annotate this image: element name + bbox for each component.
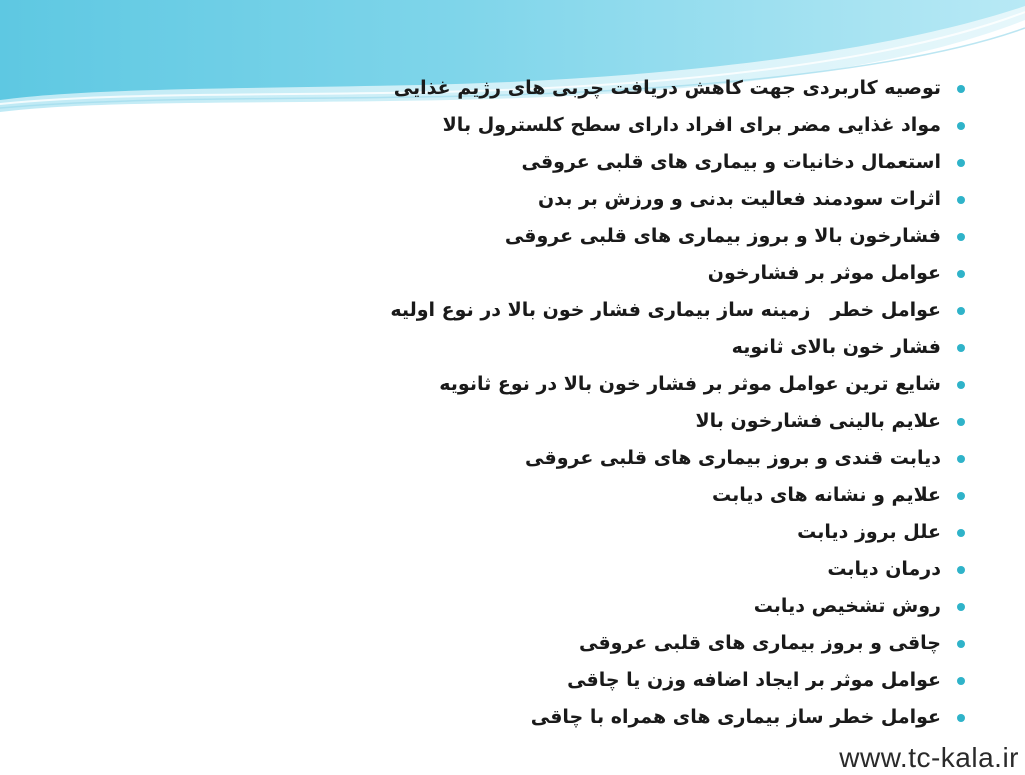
list-item-text: عوامل خطر زمینه ساز بیماری فشار خون بالا در نوع اولیه [390, 299, 941, 321]
bullet-dot-icon [957, 344, 965, 352]
list-item [305, 625, 965, 662]
list-item-text: درمان دیابت [827, 558, 941, 580]
bullet-dot-icon [957, 122, 965, 130]
bullet-dot-icon [957, 603, 965, 611]
list-item-text: دیابت قندی و بروز بیماری های قلبی عروقی [525, 447, 941, 469]
list-item-text: علل بروز دیابت [797, 521, 941, 543]
list-item [305, 366, 965, 403]
list-item [305, 144, 965, 181]
bullet-dot-icon [957, 196, 965, 204]
list-item [305, 551, 965, 588]
list-item [305, 255, 965, 292]
bullet-dot-icon [957, 233, 965, 241]
site-watermark: www.tc-kala.ir [839, 742, 1019, 773]
bullet-dot-icon [957, 455, 965, 463]
list-item [305, 292, 965, 329]
bullet-dot-icon [957, 529, 965, 537]
bullet-dot-icon [957, 714, 965, 722]
bullet-dot-icon [957, 566, 965, 574]
list-item-text: توصیه کاربردی جهت کاهش دریافت چربی های رژیم غذایی [393, 77, 941, 99]
bullet-dot-icon [957, 381, 965, 389]
list-item [305, 514, 965, 551]
list-item [305, 662, 965, 699]
list-item-text: چاقی و بروز بیماری های قلبی عروقی [579, 632, 941, 654]
list-item-text: عوامل موثر بر فشارخون [707, 262, 941, 284]
list-item [305, 440, 965, 477]
bullet-dot-icon [957, 307, 965, 315]
list-item-text: علایم بالینی فشارخون بالا [695, 410, 941, 432]
list-item-text: فشارخون بالا و بروز بیماری های قلبی عروقی [504, 225, 941, 247]
list-item [305, 329, 965, 366]
list-item-text: مواد غذایی مضر برای افراد دارای سطح کلسترول بالا [442, 114, 941, 136]
list-item [305, 218, 965, 255]
bullet-list [305, 70, 965, 736]
list-item [305, 107, 965, 144]
list-item [305, 477, 965, 514]
list-item [305, 70, 965, 107]
list-item-text: فشار خون بالای ثانویه [731, 336, 941, 358]
list-item-text: اثرات سودمند فعالیت بدنی و ورزش بر بدن [538, 188, 941, 210]
bullet-dot-icon [957, 418, 965, 426]
bullet-dot-icon [957, 640, 965, 648]
bullet-dot-icon [957, 270, 965, 278]
list-item-text: شایع ترین عوامل موثر بر فشار خون بالا در نوع ثانویه [439, 373, 941, 395]
list-item-text: استعمال دخانیات و بیماری های قلبی عروقی [521, 151, 941, 173]
list-item [305, 403, 965, 440]
list-item-text: عوامل خطر ساز بیماری های همراه با چاقی [530, 706, 941, 728]
list-item-text: روش تشخیص دیابت [753, 595, 941, 617]
list-item-text: عوامل موثر بر ایجاد اضافه وزن یا چاقی [567, 669, 941, 691]
bullet-dot-icon [957, 85, 965, 93]
list-item [305, 181, 965, 218]
bullet-dot-icon [957, 492, 965, 500]
list-item [305, 699, 965, 736]
list-item-text: علایم و نشانه های دیابت [712, 484, 941, 506]
bullet-dot-icon [957, 159, 965, 167]
bullet-dot-icon [957, 677, 965, 685]
list-item [305, 588, 965, 625]
